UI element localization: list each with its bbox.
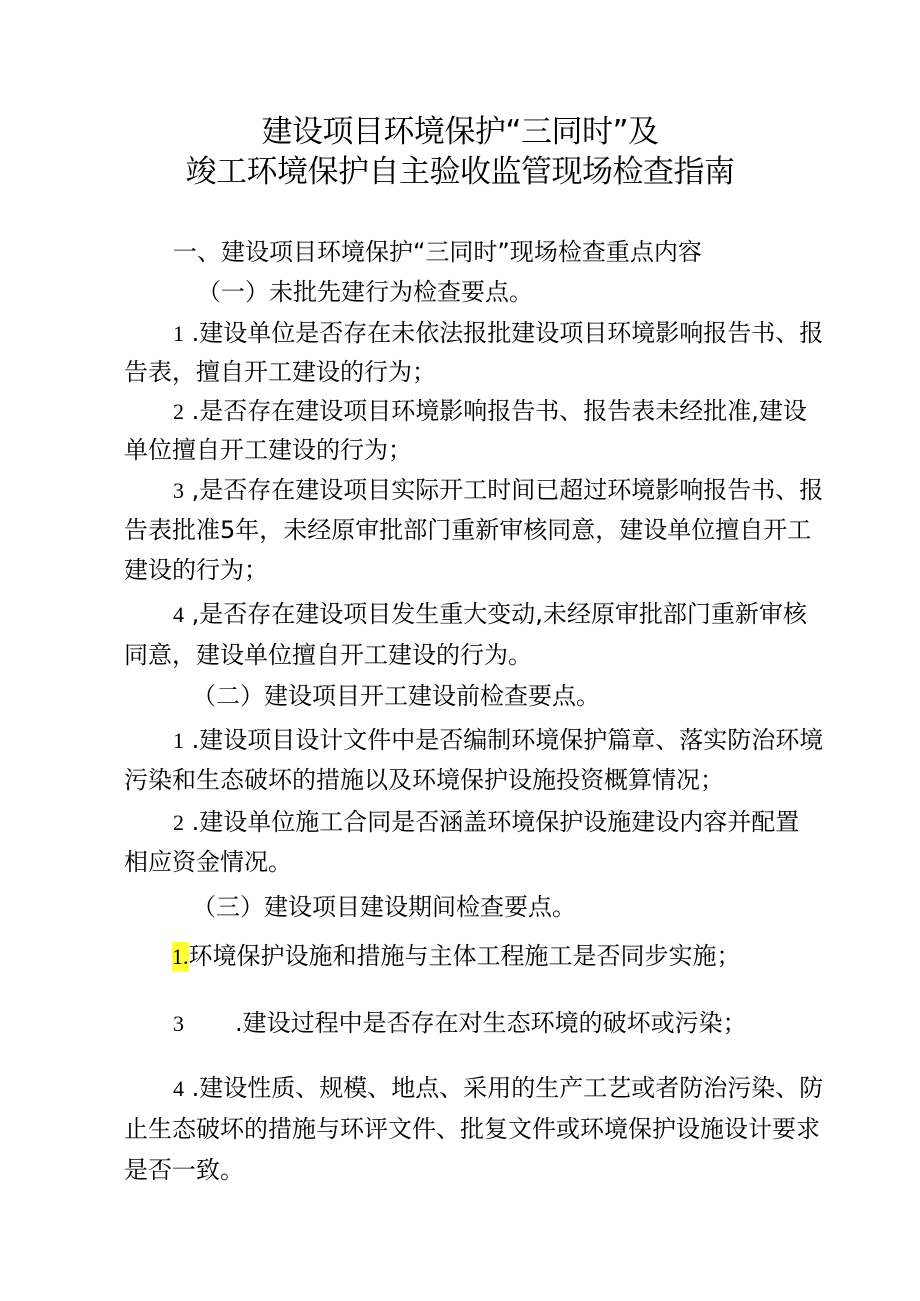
item-number: 4 [173,1076,184,1101]
list-item [173,1073,823,1104]
list-item [173,1008,747,1039]
list-item [173,318,823,349]
list-item [173,475,823,506]
item-text: .建设性质、规模、地点、采用的生产工艺或者防治污染、防 [184,1074,824,1102]
item-number: 2 [173,399,184,424]
item-text-continuation: 告表，擅自开工建设的行为； [124,358,436,386]
list-item [173,807,799,838]
list-item [172,941,741,972]
item-text-continuation: 相应资金情况。 [124,848,292,876]
item-text-continuation: 是否一致。 [124,1156,244,1184]
item-text-continuation: 建设的行为； [124,556,268,584]
item-number: 2 [173,810,184,835]
item-number: 3 [173,478,184,503]
item-text: ,是否存在建设项目发生重大变动,未经原审批部门重新审核 [184,600,807,628]
item-number: 4 [173,602,184,627]
item-text-continuation: 告表批准5年，未经原审批部门重新审核同意，建设单位擅自开工 [124,516,812,544]
section-1-heading: 一、建设项目环境保护“三同时”现场检查重点内容 [173,238,702,266]
document-title-line-2: 竣工环境保护自主验收监管现场检查指南 [185,154,735,190]
subsection-1-heading: （一）未批先建行为检查要点。 [197,278,533,306]
item-text: .建设单位是否存在未依法报批建设项目环境影响报告书、报 [184,319,824,347]
item-text-continuation: 止生态破坏的措施与环评文件、批复文件或环境保护设施设计要求 [124,1115,820,1143]
item-text: 环境保护设施和措施与主体工程施工是否同步实施； [188,942,741,970]
item-number: 1 [173,321,184,346]
subsection-2-heading: （二）建设项目开工建设前检查要点。 [192,682,600,710]
item-text: .建设过程中是否存在对生态环境的破坏或污染； [235,1009,747,1037]
item-text-continuation: 污染和生态破坏的措施以及环境保护设施投资概算情况； [124,766,724,794]
item-text: .建设单位施工合同是否涵盖环境保护设施建设内容并配置 [184,808,800,836]
list-item [173,396,807,427]
subsection-3-heading: （三）建设项目建设期间检查要点。 [192,893,576,921]
item-number: 3 [173,1011,184,1036]
item-number-highlighted: 1. [172,942,189,972]
document-title-line-1: 建设项目环境保护“三同时”及 [261,114,659,150]
list-item [173,599,807,630]
item-text: .建设项目设计文件中是否编制环境保护篇章、落实防治环境 [184,726,824,754]
item-text: .是否存在建设项目环境影响报告书、报告表未经批准,建设 [184,397,807,425]
item-text-continuation: 单位擅自开工建设的行为； [124,436,412,464]
list-item [173,725,823,756]
item-text-continuation: 同意，建设单位擅自开工建设的行为。 [124,641,532,669]
item-text: ,是否存在建设项目实际开工时间已超过环境影响报告书、报 [184,476,824,504]
item-number: 1 [173,728,184,753]
